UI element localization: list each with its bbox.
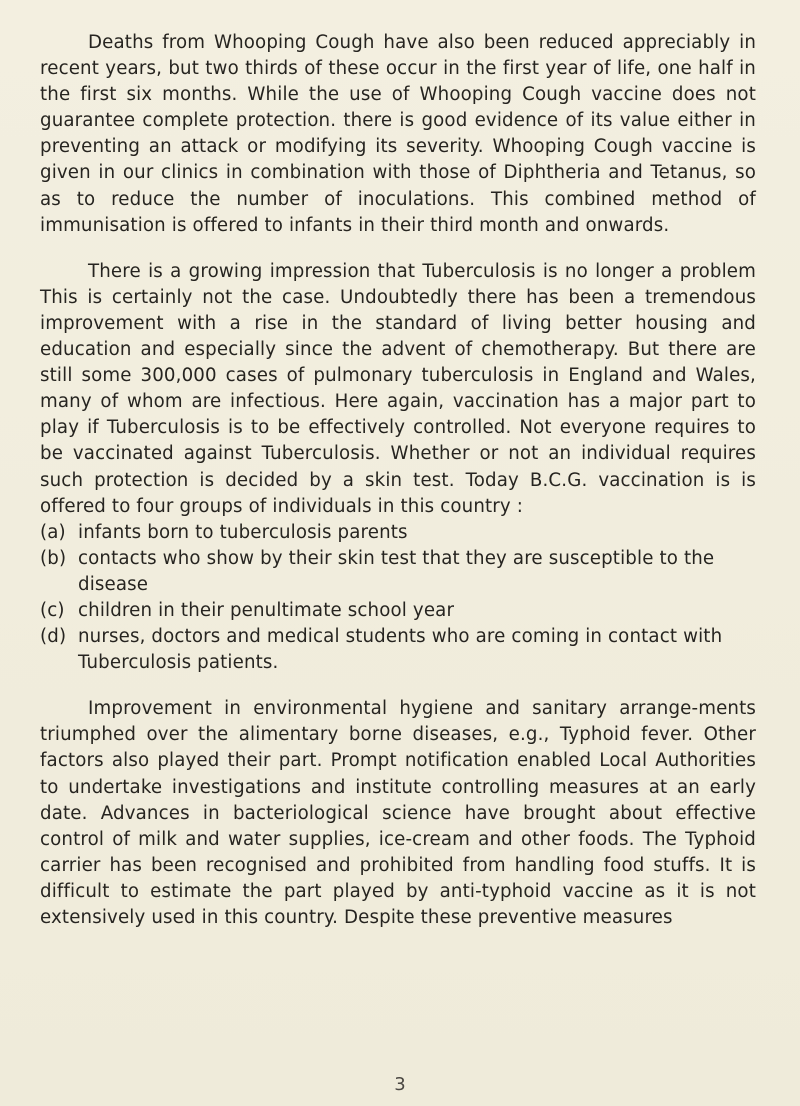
list-item-text: contacts who show by their skin test that they are susceptible to the disease xyxy=(78,547,715,595)
list-marker: (d) xyxy=(40,626,67,648)
list-item xyxy=(40,520,756,546)
list-marker: (b) xyxy=(40,547,67,569)
paragraph-gap xyxy=(40,239,756,259)
list-item xyxy=(40,624,756,676)
list-item xyxy=(40,546,756,598)
paragraph-whooping-cough: Deaths from Whooping Cough have also been reduced appreciably in recent years, but two thirds of these occur in the first year of life, one half in the first six months. While the use of Whooping Cough vaccine does not guarantee complete protection. there is good evidence of its value either in preventing an attack or modifying its severity. Whooping Cough vaccine is given in our clinics in combination with those of Diphtheria and Tetanus, so as to reduce the number of inoculations. This combined method of immunisation is offered to infants in their third month and onwards. xyxy=(40,32,756,236)
list-item-text: infants born to tuberculosis parents xyxy=(78,521,408,543)
bcg-groups-list xyxy=(40,520,756,677)
document-body xyxy=(40,30,756,931)
list-marker: (a) xyxy=(40,521,66,543)
paragraph-tuberculosis: There is a growing impression that Tuberculosis is no longer a problem This is certainly not the case. Undoubtedly there has been a tremendous improvement with a rise in the standard of living better housing and education and especially since the advent of chemotherapy. But there are still some 300,000 cases of pulmonary tuberculosis in England and Wales, many of whom are infectious. Here again, vaccination has a major part to play if Tuberculosis is to be effectively controlled. Not everyone requires to be vaccinated against Tuberculosis. Whether or not an individual requires such protection is decided by a skin test. Today B.C.G. vaccination is is offered to four groups of individuals in this country : xyxy=(40,260,756,517)
list-item-text: nurses, doctors and medical students who are coming in contact with Tuberculosis patients. xyxy=(78,626,723,674)
list-item-text: children in their penultimate school year xyxy=(78,599,455,621)
list-marker: (c) xyxy=(40,599,65,621)
list-item xyxy=(40,598,756,624)
paragraph-gap xyxy=(40,676,756,696)
paragraph-typhoid: Improvement in environmental hygiene and sanitary arrange-ments triumphed over the alimentary borne diseases, e.g., Typhoid fever. Other factors also played their part. Prompt notification enabled Local Authorities to undertake investigations and institute controlling measures at an early date. Advances in bacteriological science have brought about effective control of milk and water supplies, ice-cream and other foods. The Typhoid carrier has been recognised and prohibited from handling food stuffs. It is difficult to estimate the part played by anti-typhoid vaccine as it is not extensively used in this country. Despite these preventive measures xyxy=(40,698,756,928)
page-number: 3 xyxy=(394,1074,406,1095)
